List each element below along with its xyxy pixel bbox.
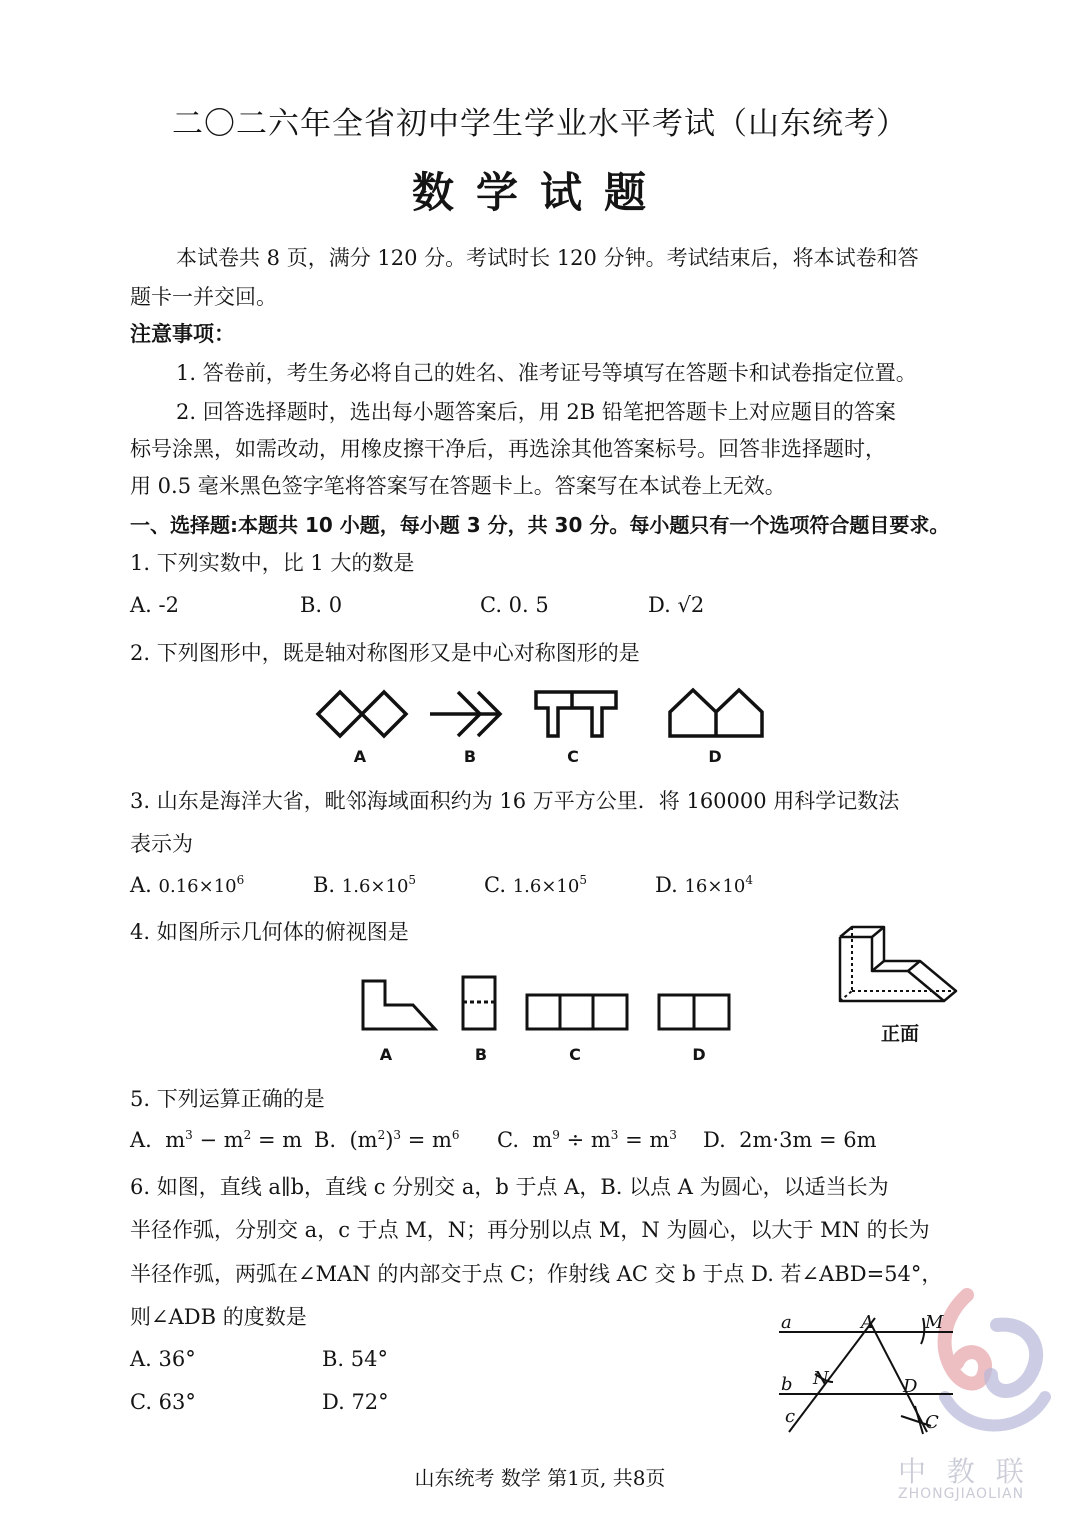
q3-stem-line-2: 表示为 — [130, 832, 193, 856]
q2-figure-a-right — [362, 692, 406, 736]
q6-line-3: 半径作弧，两弧在∠MAN 的内部交于点 C；作射线 AC 交 b 于点 D. 若∠ABD=54°， — [130, 1262, 943, 1286]
q4-label-b: B — [474, 1045, 488, 1064]
q2-figures — [300, 680, 780, 750]
q3-option-c: C. $1.6\times 10^5$ — [484, 873, 587, 897]
exam-title: 二〇二六年全省初中学生学业水平考试（山东统考） — [172, 106, 908, 142]
q2-label-d: D — [708, 747, 722, 766]
watermark-cn: 中 教 联 — [898, 1455, 1030, 1488]
q6-figure — [775, 1308, 955, 1438]
q6-line-1: 6. 如图，直线 a∥b，直线 c 分别交 a，b 于点 A，B. 以点 A 为圆心，以适当长为 — [130, 1175, 889, 1199]
label-a-line: a — [781, 1312, 792, 1333]
q2-stem: 2. 下列图形中，既是轴对称图形又是中心对称图形的是 — [130, 641, 640, 665]
q2-figure-d — [670, 690, 762, 736]
q4-solid-figure — [836, 925, 960, 1007]
q4-front-label: 正面 — [880, 1023, 919, 1045]
watermark-en: ZHONGJIAOLIAN — [898, 1486, 1025, 1502]
q3-stem-line-1: 3. 山东是海洋大省，毗邻海域面积约为 16 万平方公里．将 160000 用科学记数法 — [130, 789, 900, 813]
q1-option-b: B. 0 — [300, 593, 343, 617]
label-b-line: b — [781, 1374, 793, 1395]
q6-line-2: 半径作弧，分别交 a，c 于点 M，N；再分别以点 M，N 为圆心，以大于 MN 的长为 — [130, 1218, 930, 1242]
q1-option-d: D. √2 — [648, 593, 705, 617]
label-point-d: D — [903, 1376, 918, 1397]
page-footer: 山东统考 数学 第1页, 共8页 — [414, 1466, 666, 1490]
q2-label-a: A — [353, 747, 367, 766]
q6-option-a: A. 36° — [130, 1347, 196, 1371]
q5-option-b: B. $(m^2)^3 = m^6$ — [314, 1128, 460, 1152]
q2-figure-a-left — [318, 692, 362, 736]
label-point-m: M — [925, 1312, 944, 1333]
q4-view-options — [355, 975, 735, 1035]
note-2-line-1: 2. 回答选择题时，选出每小题答案后，用 2B 铅笔把答题卡上对应题目的答案 — [176, 400, 896, 424]
q3-option-d: D. $16\times 10^4$ — [655, 873, 753, 897]
q6-line-4: 则∠ADB 的度数是 — [130, 1305, 307, 1329]
q6-option-c: C. 63° — [130, 1390, 196, 1414]
label-point-a: A — [861, 1312, 874, 1333]
intro-line-1: 本试卷共 8 页，满分 120 分。考试时长 120 分钟。考试结束后，将本试卷和答 — [176, 246, 919, 270]
notes-heading: 注意事项： — [130, 322, 235, 346]
label-c-line: c — [785, 1406, 796, 1427]
q2-label-b: B — [463, 747, 477, 766]
q1-stem: 1. 下列实数中，比 1 大的数是 — [130, 551, 415, 575]
note-2-line-3: 用 0.5 毫米黑色签字笔将答案写在答题卡上。答案写在本试卷上无效。 — [130, 474, 786, 498]
section-1-heading: 一、选择题:本题共 10 小题，每小题 3 分，共 30 分。每小题只有一个选项符合题目要求。 — [130, 513, 950, 537]
q5-option-a: A. $m^3 - m^2 = m$ — [130, 1128, 303, 1152]
label-point-c: C — [925, 1412, 939, 1433]
q5-option-d: D. 2m·3m = 6m — [703, 1128, 877, 1152]
line-c — [789, 1318, 875, 1432]
q5-option-c: C. $m^9 \div m^3 = m^3$ — [497, 1128, 677, 1152]
q6-option-d: D. 72° — [322, 1390, 389, 1414]
intro-line-2: 题卡一并交回。 — [130, 285, 277, 309]
q4-option-a-shape — [363, 981, 435, 1029]
q2-figure-c — [536, 692, 616, 736]
q4-label-d: D — [692, 1045, 706, 1064]
q4-label-c: C — [569, 1045, 581, 1064]
q6-option-b: B. 54° — [322, 1347, 389, 1371]
q1-option-a: A. -2 — [130, 593, 179, 617]
q4-label-a: A — [379, 1045, 393, 1064]
label-point-n: N — [813, 1368, 829, 1389]
q1-option-c: C. 0. 5 — [480, 593, 549, 617]
q3-option-a: A. $0.16\times 10^6$ — [130, 873, 245, 897]
q2-label-c: C — [567, 747, 579, 766]
note-2-line-2: 标号涂黑，如需改动，用橡皮擦干净后，再选涂其他答案标号。回答非选择题时， — [130, 437, 886, 461]
q3-option-b: B. $1.6\times 10^5$ — [313, 873, 417, 897]
q4-option-c-outer — [527, 995, 627, 1029]
note-1: 1. 答卷前，考生务必将自己的姓名、准考证号等填写在答题卡和试卷指定位置。 — [176, 361, 917, 385]
subject-title: 数学试题 — [411, 168, 668, 217]
q5-stem: 5. 下列运算正确的是 — [130, 1087, 325, 1111]
q4-stem: 4. 如图所示几何体的俯视图是 — [130, 920, 409, 944]
